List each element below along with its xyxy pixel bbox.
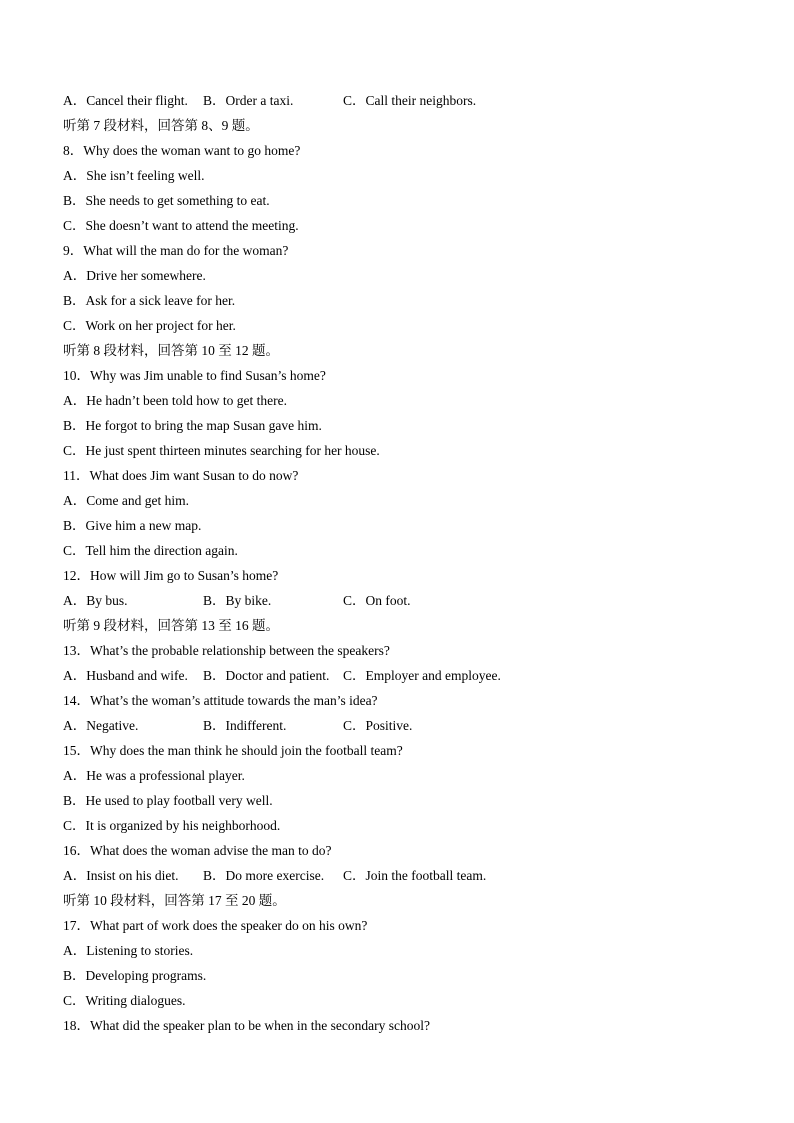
option-a: A．He hadn’t been told how to get there. [63, 393, 287, 408]
question-10: 10．Why was Jim unable to find Susan’s home? [63, 368, 326, 383]
section-instruction: 听第 8 段材料，回答第 10 至 12 题。 [63, 343, 279, 358]
answer-options-row [63, 588, 743, 613]
section-instruction: 听第 10 段材料，回答第 17 至 20 题。 [63, 893, 286, 908]
answer-options-row [63, 663, 743, 688]
option-b: B．Developing programs. [63, 968, 207, 983]
option-b: B．By bike. [203, 593, 272, 608]
question-8: 8．Why does the woman want to go home? [63, 143, 301, 158]
option-b: B．Give him a new map. [63, 518, 202, 533]
option-b: B．He used to play football very well. [63, 793, 273, 808]
option-a: A．Cancel their flight. [63, 93, 188, 108]
option-b: B．Indifferent. [203, 718, 287, 733]
option-c: C．He just spent thirteen minutes searching for her house. [63, 443, 380, 458]
answer-options-row [63, 88, 743, 113]
section-instruction: 听第 7 段材料，回答第 8、9 题。 [63, 118, 259, 133]
option-c: C．It is organized by his neighborhood. [63, 818, 281, 833]
question-16: 16．What does the woman advise the man to do? [63, 843, 332, 858]
option-c: C．Positive. [343, 718, 413, 733]
question-12: 12．How will Jim go to Susan’s home? [63, 568, 279, 583]
document-page [63, 88, 743, 1038]
option-c: C．On foot. [343, 593, 411, 608]
question-9: 9．What will the man do for the woman? [63, 243, 289, 258]
option-c: C．Tell him the direction again. [63, 543, 238, 558]
question-18: 18．What did the speaker plan to be when in the secondary school? [63, 1018, 431, 1033]
option-b: B．He forgot to bring the map Susan gave him. [63, 418, 322, 433]
option-a: A．Listening to stories. [63, 943, 194, 958]
question-15: 15．Why does the man think he should join the football team? [63, 743, 403, 758]
option-c: C．Join the football team. [343, 868, 487, 883]
option-a: A．She isn’t feeling well. [63, 168, 205, 183]
question-17: 17．What part of work does the speaker do on his own? [63, 918, 368, 933]
option-a: A．Negative. [63, 718, 139, 733]
option-c: C．Work on her project for her. [63, 318, 236, 333]
option-a: A．Husband and wife. [63, 668, 188, 683]
option-b: B．She needs to get something to eat. [63, 193, 270, 208]
option-b: B．Order a taxi. [203, 93, 294, 108]
option-b: B．Do more exercise. [203, 868, 325, 883]
option-c: C．Writing dialogues. [63, 993, 186, 1008]
option-b: B．Doctor and patient. [203, 668, 330, 683]
option-a: A．Drive her somewhere. [63, 268, 206, 283]
option-a: A．By bus. [63, 593, 128, 608]
option-c: C．Employer and employee. [343, 668, 501, 683]
question-14: 14．What’s the woman’s attitude towards the man’s idea? [63, 693, 378, 708]
section-instruction: 听第 9 段材料，回答第 13 至 16 题。 [63, 618, 279, 633]
option-a: A．Come and get him. [63, 493, 189, 508]
question-11: 11．What does Jim want Susan to do now? [63, 468, 299, 483]
question-13: 13．What’s the probable relationship between the speakers? [63, 643, 390, 658]
option-a: A．Insist on his diet. [63, 868, 179, 883]
answer-options-row [63, 713, 743, 738]
option-c: C．Call their neighbors. [343, 93, 477, 108]
answer-options-row [63, 863, 743, 888]
option-a: A．He was a professional player. [63, 768, 245, 783]
option-c: C．She doesn’t want to attend the meeting. [63, 218, 299, 233]
option-b: B．Ask for a sick leave for her. [63, 293, 236, 308]
